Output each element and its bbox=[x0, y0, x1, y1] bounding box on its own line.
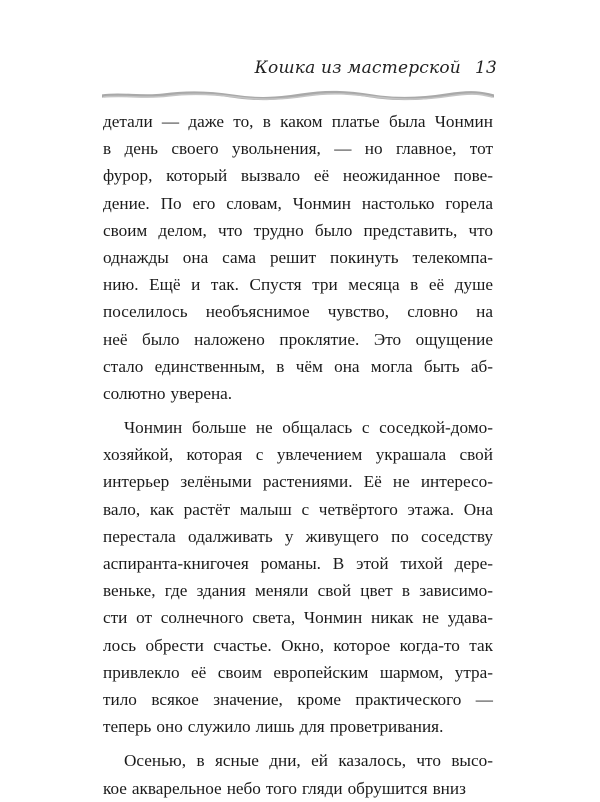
word: его bbox=[192, 193, 216, 213]
word: в bbox=[196, 751, 205, 771]
word: — bbox=[161, 112, 180, 131]
word: наложено bbox=[194, 329, 265, 349]
word: соседкой-домо- bbox=[379, 418, 493, 438]
word: европейским bbox=[273, 662, 369, 682]
word: в bbox=[103, 139, 112, 159]
word: ощущение bbox=[415, 329, 493, 349]
word: перестала bbox=[103, 526, 176, 546]
word: солютно bbox=[103, 383, 166, 403]
word: кое bbox=[103, 778, 127, 798]
word: акварельное bbox=[131, 778, 222, 798]
word: сама bbox=[222, 247, 256, 267]
word: этажа. bbox=[407, 499, 455, 519]
word: тот bbox=[469, 139, 493, 159]
word: вниз bbox=[432, 778, 466, 798]
word: растениями. bbox=[262, 472, 353, 492]
word: для bbox=[299, 717, 325, 737]
word: не bbox=[422, 608, 440, 628]
word: вызвало bbox=[240, 166, 301, 186]
word: теперь bbox=[103, 717, 152, 737]
text-line bbox=[103, 577, 493, 604]
word: веньке, bbox=[103, 581, 156, 601]
word: делом, bbox=[158, 220, 207, 240]
text-line bbox=[103, 108, 493, 135]
word: тило bbox=[103, 689, 137, 709]
word: Осенью, bbox=[124, 751, 187, 771]
text-line bbox=[103, 298, 493, 325]
word: утра- bbox=[454, 662, 493, 682]
word: По bbox=[160, 193, 182, 213]
word: увольнения, bbox=[232, 139, 321, 159]
text-line bbox=[103, 353, 493, 380]
text-line bbox=[103, 135, 493, 162]
word: в bbox=[276, 356, 285, 376]
word: привлекло bbox=[103, 662, 180, 682]
text-line bbox=[103, 217, 493, 244]
word: малыш bbox=[239, 499, 292, 519]
word: то, bbox=[233, 112, 254, 131]
word: соседству bbox=[421, 526, 493, 546]
word: — bbox=[475, 689, 493, 709]
word: интерьер bbox=[103, 472, 170, 492]
word: на bbox=[476, 302, 493, 322]
word: одалживать bbox=[187, 526, 273, 546]
running-head bbox=[100, 58, 497, 88]
word: который bbox=[166, 166, 228, 186]
word: единственным, bbox=[154, 356, 266, 376]
word: от bbox=[136, 608, 153, 628]
word: покинуть bbox=[330, 247, 399, 267]
word: фурор, bbox=[103, 166, 153, 186]
word: общалась bbox=[282, 418, 353, 438]
word: шармом, bbox=[379, 662, 444, 682]
text-line bbox=[103, 632, 493, 659]
word: стало bbox=[103, 356, 144, 376]
word: с bbox=[301, 499, 310, 519]
word: её bbox=[428, 275, 445, 295]
word: оно bbox=[156, 717, 183, 737]
word: даже bbox=[188, 112, 225, 131]
word: но bbox=[364, 139, 383, 159]
text-line bbox=[103, 659, 493, 686]
text-line bbox=[103, 523, 493, 550]
word: что bbox=[217, 220, 243, 240]
word: своего bbox=[171, 139, 219, 159]
decorative-wave-divider bbox=[102, 88, 494, 102]
word: никак bbox=[370, 608, 414, 628]
word: проветривания. bbox=[329, 717, 444, 737]
word: где bbox=[164, 581, 188, 601]
word: было bbox=[314, 220, 353, 240]
word: она bbox=[182, 247, 209, 267]
word: пове- bbox=[453, 166, 493, 186]
chapter-title: Кошка из мастерской bbox=[254, 58, 461, 78]
word: могла bbox=[370, 356, 413, 376]
word: гляди bbox=[301, 778, 343, 798]
word: четвёртого bbox=[318, 499, 398, 519]
word: Чонмин bbox=[303, 608, 363, 628]
word: её bbox=[191, 662, 207, 682]
word: было bbox=[142, 329, 180, 349]
word: лось bbox=[103, 635, 137, 655]
word: уверена. bbox=[170, 383, 233, 403]
word: платье bbox=[331, 112, 380, 131]
word: месяца bbox=[348, 275, 400, 295]
word: словам, bbox=[226, 193, 282, 213]
word: по bbox=[391, 526, 409, 546]
word: меняли bbox=[254, 581, 309, 601]
word: удава- bbox=[447, 608, 493, 628]
text-line bbox=[103, 686, 493, 713]
text-line bbox=[103, 162, 493, 189]
word: телекомпа- bbox=[412, 247, 493, 267]
word: казалось, bbox=[338, 751, 406, 771]
word: главное, bbox=[395, 139, 457, 159]
word: её bbox=[313, 166, 330, 186]
word: своим bbox=[103, 220, 148, 240]
text-line bbox=[103, 604, 493, 631]
word: чём bbox=[295, 356, 323, 376]
word: дере- bbox=[454, 554, 493, 573]
word: детали bbox=[103, 112, 153, 131]
word: здания bbox=[196, 581, 246, 601]
text-line bbox=[103, 190, 493, 217]
word: проклятие. bbox=[279, 329, 360, 349]
word: представить, bbox=[363, 220, 458, 240]
word: необъяснимое bbox=[205, 302, 310, 322]
word: увлечением bbox=[276, 445, 363, 465]
word: чувство, bbox=[327, 302, 390, 322]
word: растёт bbox=[183, 499, 231, 519]
word: Это bbox=[373, 329, 402, 349]
word: и bbox=[191, 275, 201, 295]
word: всякое bbox=[151, 689, 199, 709]
word: сти bbox=[103, 608, 128, 628]
word: Спустя bbox=[249, 275, 302, 295]
word: кроме bbox=[297, 689, 341, 709]
word: Окно, bbox=[281, 635, 324, 655]
word: лишь bbox=[255, 717, 295, 737]
word: неожиданное bbox=[342, 166, 441, 186]
word: нию. bbox=[103, 275, 139, 295]
word: В bbox=[332, 554, 345, 573]
word: света, bbox=[252, 608, 296, 628]
word: Она bbox=[463, 499, 493, 519]
word: решит bbox=[269, 247, 317, 267]
text-line bbox=[103, 496, 493, 523]
text-line bbox=[103, 326, 493, 353]
word: три bbox=[312, 275, 338, 295]
word: с bbox=[255, 445, 264, 465]
word: не bbox=[255, 418, 273, 438]
page-number: 13 bbox=[474, 58, 497, 78]
word: дни, bbox=[269, 751, 301, 771]
word: в bbox=[262, 112, 271, 131]
word: однажды bbox=[103, 247, 169, 267]
word: — bbox=[334, 139, 352, 159]
word: Ещё bbox=[149, 275, 181, 295]
word: трудно bbox=[253, 220, 304, 240]
word: практического bbox=[355, 689, 462, 709]
word: так bbox=[469, 635, 493, 655]
word: свой bbox=[317, 581, 352, 601]
word: больше bbox=[191, 418, 247, 438]
word: как bbox=[149, 499, 174, 519]
word: Чонмин bbox=[124, 418, 183, 438]
text-line bbox=[103, 713, 493, 740]
word: которая bbox=[186, 445, 243, 465]
word: вало, bbox=[103, 499, 141, 519]
word: ясные bbox=[214, 751, 259, 771]
word: у bbox=[284, 526, 294, 546]
word: своим bbox=[217, 662, 262, 682]
word: ей bbox=[311, 751, 328, 771]
word: словно bbox=[407, 302, 458, 322]
word: горела bbox=[445, 193, 493, 213]
word: свой bbox=[459, 445, 493, 465]
text-line bbox=[103, 747, 493, 774]
text-line bbox=[103, 271, 493, 298]
word: аб- bbox=[470, 356, 493, 376]
word: цвет bbox=[360, 581, 393, 601]
text-line bbox=[103, 468, 493, 495]
word: неё bbox=[103, 329, 128, 349]
word: день bbox=[124, 139, 158, 159]
word: когда-то bbox=[399, 635, 460, 655]
text-line bbox=[103, 775, 493, 802]
word: с bbox=[361, 418, 370, 438]
text-line bbox=[103, 244, 493, 271]
word: не bbox=[392, 472, 410, 492]
word: живущего bbox=[305, 526, 379, 546]
word: хозяйкой, bbox=[103, 445, 173, 465]
word: Её bbox=[363, 472, 382, 492]
word: Чонмин bbox=[434, 112, 493, 131]
word: поселилось bbox=[103, 302, 188, 322]
word: зависимо- bbox=[419, 581, 493, 601]
word: была bbox=[388, 112, 426, 131]
word: душе bbox=[454, 275, 493, 295]
word: аспиранта-книгочея bbox=[103, 554, 249, 573]
word: она bbox=[334, 356, 360, 376]
word: что bbox=[468, 220, 493, 240]
word: высо- bbox=[451, 751, 493, 771]
text-line bbox=[103, 380, 493, 407]
word: этой bbox=[356, 554, 389, 573]
word: романы. bbox=[260, 554, 321, 573]
word: настолько bbox=[361, 193, 435, 213]
word: обрушится bbox=[347, 778, 428, 798]
word: обрести bbox=[145, 635, 204, 655]
word: солнечного bbox=[160, 608, 244, 628]
text-line bbox=[103, 441, 493, 468]
word: того bbox=[265, 778, 297, 798]
word: зелёными bbox=[180, 472, 252, 492]
word: небо bbox=[226, 778, 261, 798]
word: в bbox=[410, 275, 419, 295]
word: служило bbox=[187, 717, 251, 737]
word: интересо- bbox=[420, 472, 493, 492]
word: украшала bbox=[375, 445, 447, 465]
word: тихой bbox=[400, 554, 443, 573]
word: быть bbox=[423, 356, 460, 376]
text-line bbox=[103, 550, 493, 577]
word: Чонмин bbox=[292, 193, 351, 213]
word: дение. bbox=[103, 193, 150, 213]
word: которое bbox=[333, 635, 391, 655]
word: в bbox=[401, 581, 410, 601]
word: счастье. bbox=[213, 635, 272, 655]
word: что bbox=[416, 751, 441, 771]
word: каком bbox=[280, 112, 323, 131]
body-text bbox=[103, 108, 493, 802]
word: так. bbox=[210, 275, 239, 295]
text-line bbox=[103, 414, 493, 441]
word: значение, bbox=[213, 689, 283, 709]
